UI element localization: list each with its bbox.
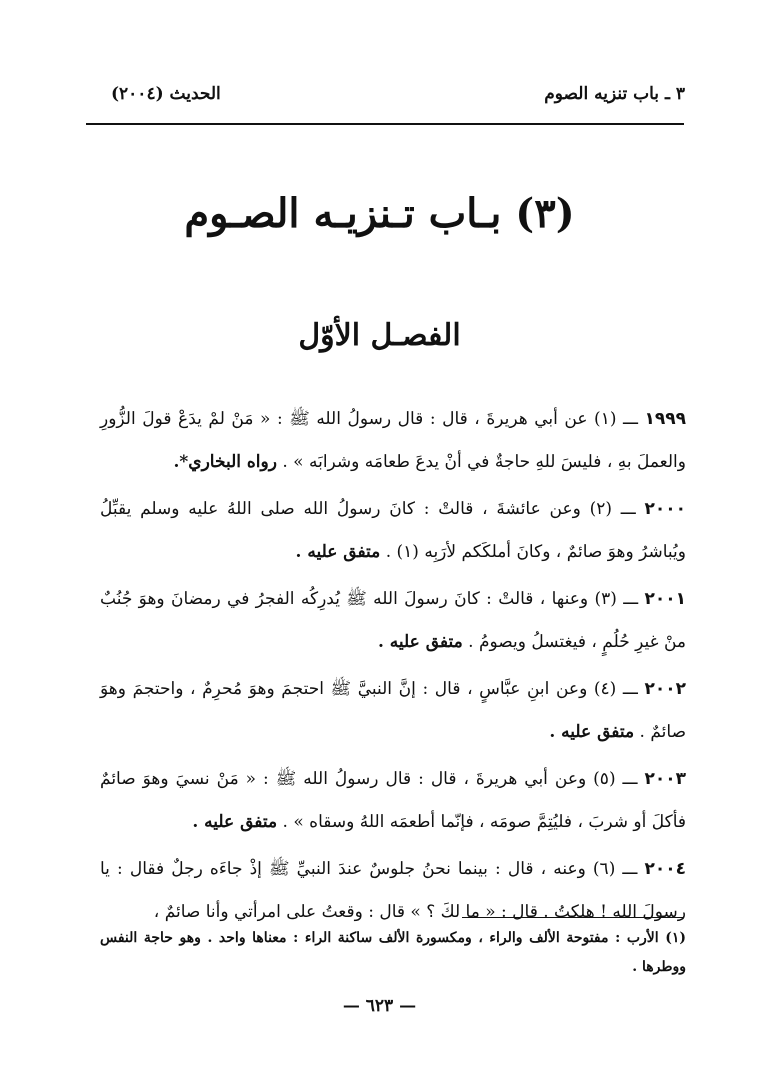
hadith-text: ـــ (١) عن أبي هريرةَ ، قال : قال رسولُ الله ﷺ : « مَنْ لمْ يدَعْ قولَ الزُّورِ والعملَ بهِ ، فليسَ للهِ حاجةٌ في أنْ يدعَ طعامَه وشرابَه » .	[100, 409, 686, 472]
hadith-text: ـــ (٥) وعن أبي هريرةَ ، قال : قال رسولُ الله ﷺ : « مَنْ نسيَ وهوَ صائمٌ فأكلَ أو شربَ ، فليُتِمَّ صومَه ، فإنّما أطعمَه اللهُ وسقاه » .	[100, 769, 686, 832]
running-header-section: ٣ ـ باب تنزيه الصوم	[544, 84, 685, 104]
hadith-text: ـــ (٣) وعنها ، قالتْ : كانَ رسولَ الله ﷺ يُدرِكُه الفجرُ في رمضانَ وهوَ جُنُبٌ منْ غيرِ حُلُمٍ ، فيغتسلُ ويصومُ .	[100, 589, 686, 652]
hadith-number: ٢٠٠٤	[644, 859, 686, 879]
hadith-text: ـــ (٤) وعن ابنِ عبَّاسٍ ، قال : إنَّ النبيَّ ﷺ احتجمَ وهوَ مُحرِمٌ ، واحتجمَ وهوَ صائمٌ .	[100, 679, 686, 742]
section-title: الفصـل الأوّل	[298, 318, 461, 353]
footnote-rule	[462, 917, 684, 918]
chapter-title: (٣) بـاب تـنزيـه الصـوم	[184, 190, 575, 237]
footnote: (١) الأرب : مفتوحة الألف والراء ، ومكسورة الألف ساكنة الراء : معناها واحد . وهو حاجة النفس ووطرها .	[100, 930, 686, 975]
hadith-paragraph	[100, 668, 686, 754]
hadith-text: ـــ (٢) وعن عائشةَ ، قالتْ : كانَ رسولُ الله صلى اللهُ عليه وسلم يقبِّلُ ويُباشرُ وهوَ صائمٌ ، وكانَ أملكَكم لأرَبِه (١) .	[100, 499, 686, 562]
header-rule	[86, 123, 684, 125]
hadith-reference: متفق عليه .	[295, 542, 381, 562]
hadith-number: ٢٠٠٢	[644, 679, 686, 699]
hadith-paragraph	[100, 848, 686, 934]
hadith-paragraph	[100, 758, 686, 844]
page-number: — ٦٢٣ —	[342, 996, 417, 1016]
hadith-reference: رواه البخاري*.	[173, 452, 277, 472]
hadith-paragraph	[100, 578, 686, 664]
hadith-text: ـــ (٦) وعنه ، قال : بينما نحنُ جلوسٌ عندَ النبيِّ ﷺ إذْ جاءَه رجلٌ فقال : يا رسولَ الله ! هلكتُ . قال : « ما لكَ ؟ » قال : وقعتُ على امرأتي وأنا صائمٌ ،	[100, 859, 686, 922]
hadith-paragraph	[100, 398, 686, 484]
hadith-reference: متفق عليه .	[549, 722, 635, 742]
hadith-reference: متفق عليه .	[377, 632, 463, 652]
hadith-number: ٢٠٠١	[644, 589, 686, 609]
hadith-number: ٢٠٠٠	[644, 499, 686, 519]
hadith-list	[100, 398, 686, 938]
running-header-hadith-range: الحديث (٢٠٠٤)	[111, 84, 221, 104]
hadith-number: ١٩٩٩	[644, 409, 687, 429]
hadith-number: ٢٠٠٣	[644, 769, 686, 789]
hadith-paragraph	[100, 488, 686, 574]
hadith-reference: متفق عليه .	[192, 812, 278, 832]
running-header	[95, 84, 685, 112]
